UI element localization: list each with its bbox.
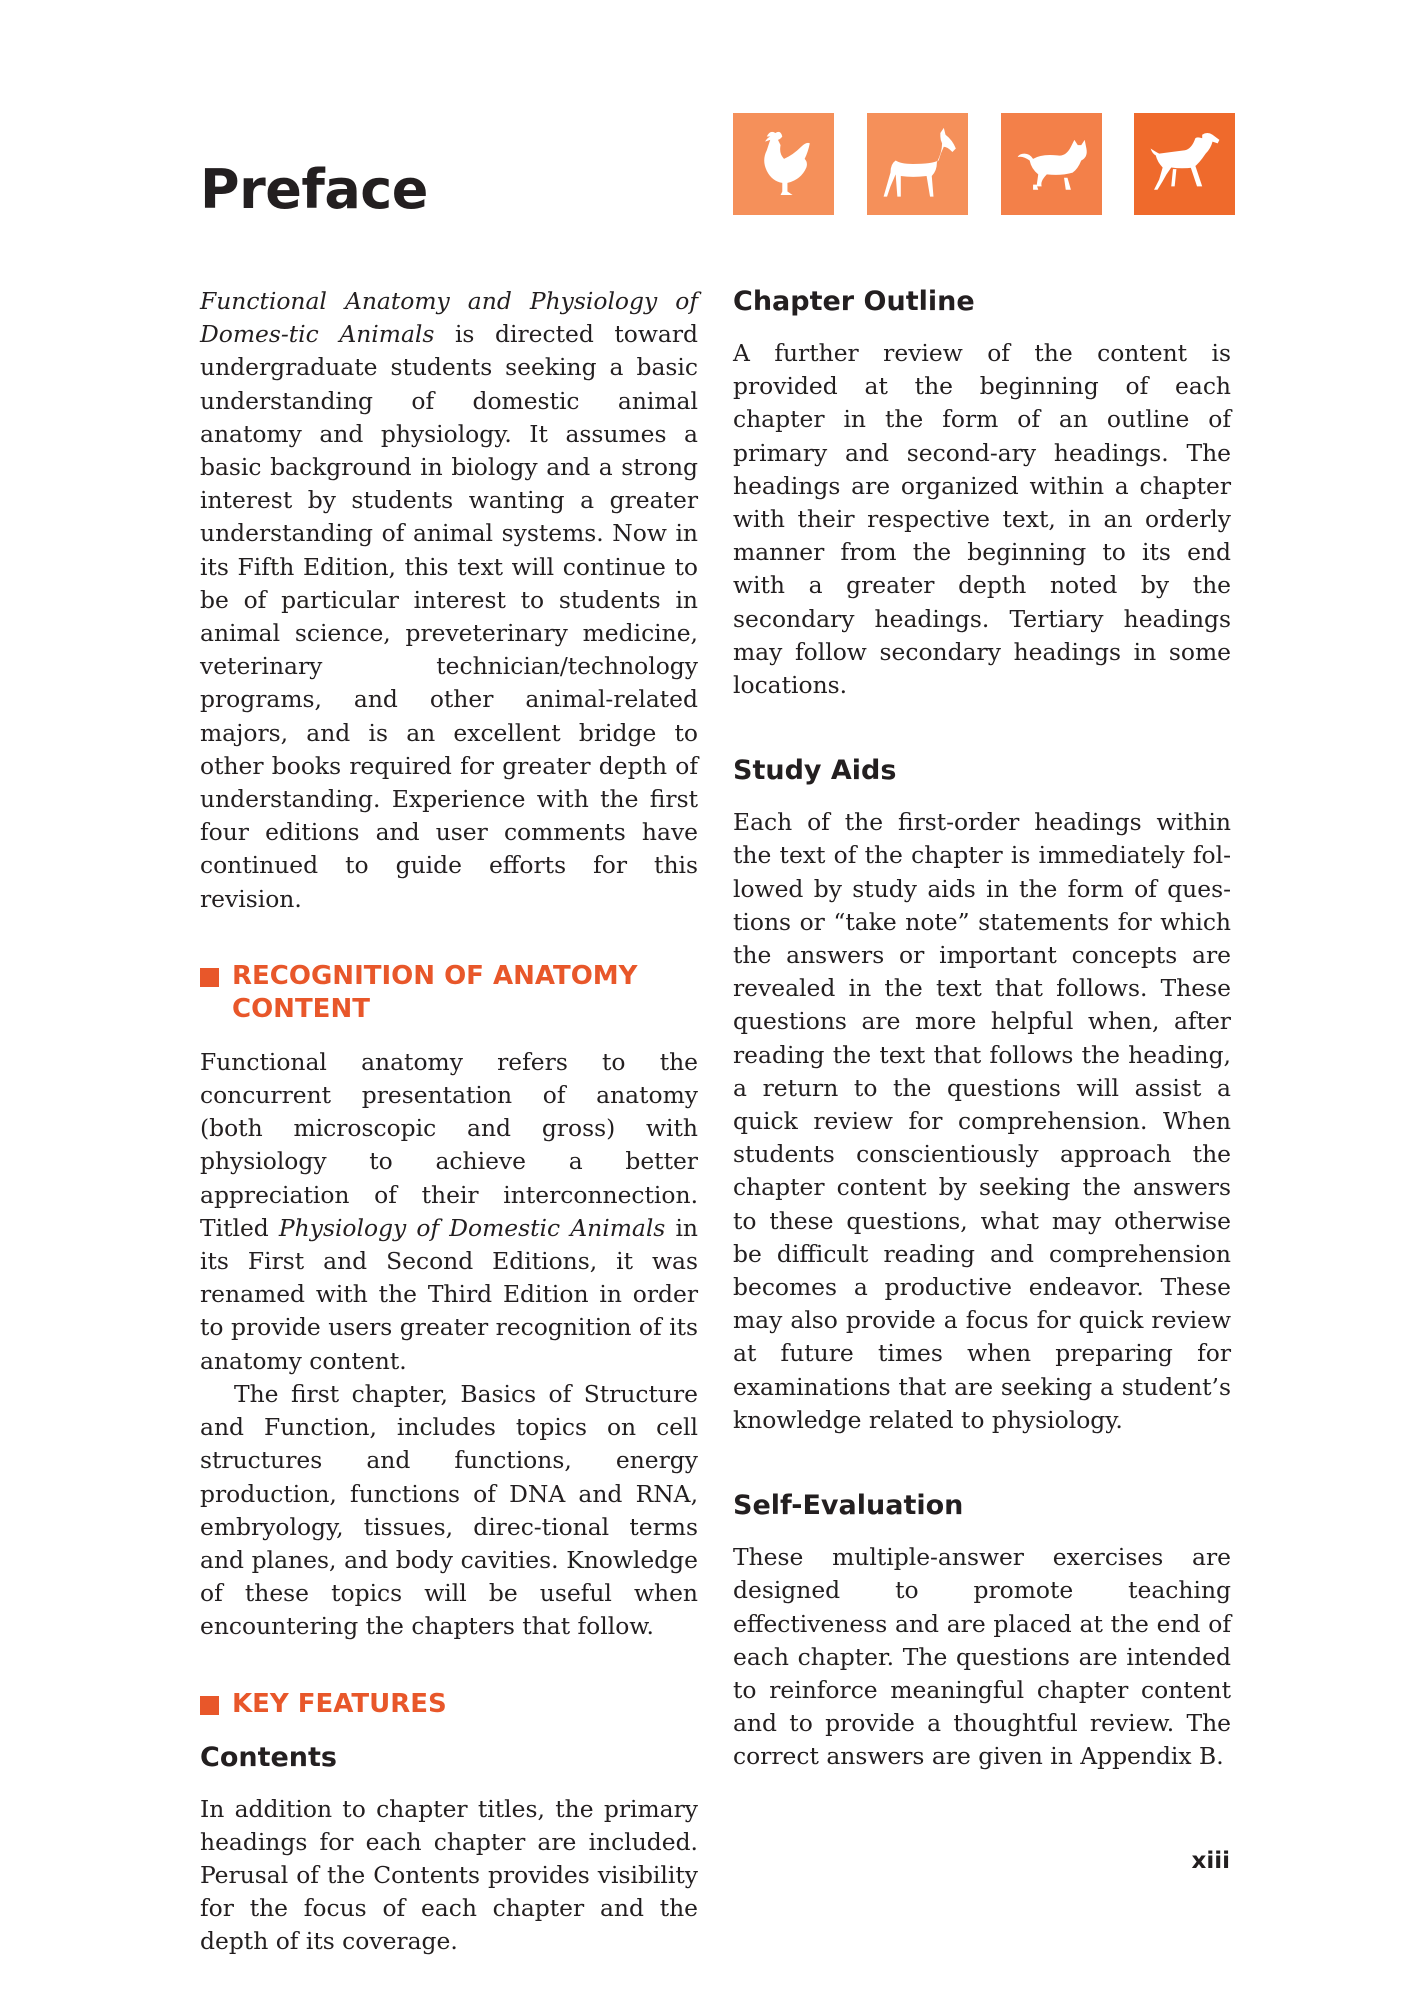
study-aids-paragraph: Each of the first-order headings within the text of the chapter is immediately fol-lowed by study aids in the form of ques-tions or “take note” statements for which the answers or important concepts are revealed in the text that follows. These questions are more helpful when, after reading the text that follows the heading, a return to the questions will assist a quick review for comprehension. When students conscientiously approach the chapter content by seeking the answers to these questions, what may otherwise be difficult reading and comprehension becomes a productive endeavor. These may also provide a focus for quick review at future times when preparing for examinations that are seeking a student’s knowledge related to physiology. xyxy=(733,808,1231,1434)
dog-icon xyxy=(1134,113,1235,215)
former-title: Physiology of Domestic Animals xyxy=(278,1213,666,1242)
self-evaluation-paragraph: These multiple-answer exercises are designed to promote teaching effectiveness and are placed at the end of each chapter. The questions are intended to reinforce meaningful chapter content and to provide a thoughtful review. The correct answers are given in Appendix B. xyxy=(733,1543,1231,1771)
intro-paragraph xyxy=(200,285,698,916)
recognition-paragraph-2: The first chapter, Basics of Structure and Function, includes topics on cell structures and functions, energy production, functions of DNA and RNA, embryology, tissues, direc-tional terms and planes, and body cavities. Knowledge of these topics will be useful when encountering the chapters that follow. xyxy=(200,1379,698,1641)
chapter-outline-heading: Chapter Outline xyxy=(733,286,975,317)
page-number: xiii xyxy=(1191,1848,1230,1874)
horse-icon xyxy=(867,113,968,215)
self-evaluation-heading: Self-Evaluation xyxy=(733,1490,964,1522)
book-title: Functional Anatomy and Physiology of Domes-tic Animals xyxy=(200,287,698,349)
intro-text: is directed toward undergraduate students seeking a basic understanding of domestic animal anatomy and physiology. It assumes a basic background in biology and a strong interest by students wanting a greater understanding of animal systems. Now in its Fifth Edition, this text will continue to be of particular interest to students in animal science, preveterinary medicine, veterinary technician/technology programs, and other animal-related majors, and is an excellent bridge to other books required for greater depth of understanding. Experience with the first four editions and user comments have continued to guide efforts for this revision. xyxy=(200,320,698,913)
chapter-outline-paragraph: A further review of the content is provided at the beginning of each chapter in the form of an outline of primary and second-ary headings. The headings are organized within a chapter with their respective text, in an orderly manner from the beginning to its end with a greater depth noted by the secondary headings. Tertiary headings may follow secondary headings in some locations. xyxy=(733,339,1231,700)
square-bullet-icon xyxy=(200,968,219,987)
recognition-paragraph-1: Functional anatomy refers to the concurrent presentation of anatomy (both microscopic and gross) with physiology to achieve a better appreciation of their interconnection. Titled Physiology of Domestic Animals in its First and Second Editions, it was renamed with the Third Edition in order to provide users greater recognition of its anatomy content. xyxy=(200,1047,698,1375)
square-bullet-icon xyxy=(200,1696,219,1715)
left-column xyxy=(200,285,698,1959)
contents-paragraph: In addition to chapter titles, the primary headings for each chapter are included. Perusal of the Contents provides visibility for the focus of each chapter and the depth of its coverage. xyxy=(200,1794,698,1956)
cat-icon xyxy=(1001,113,1102,215)
key-features-heading: KEY FEATURES xyxy=(200,1688,698,1721)
contents-heading: Contents xyxy=(200,1741,338,1773)
right-column xyxy=(733,285,1231,1774)
recognition-heading: RECOGNITION OF ANATOMY CONTENT xyxy=(200,960,698,1026)
page-title: Preface xyxy=(200,158,428,221)
chicken-icon xyxy=(733,113,834,215)
study-aids-heading: Study Aids xyxy=(733,755,897,787)
